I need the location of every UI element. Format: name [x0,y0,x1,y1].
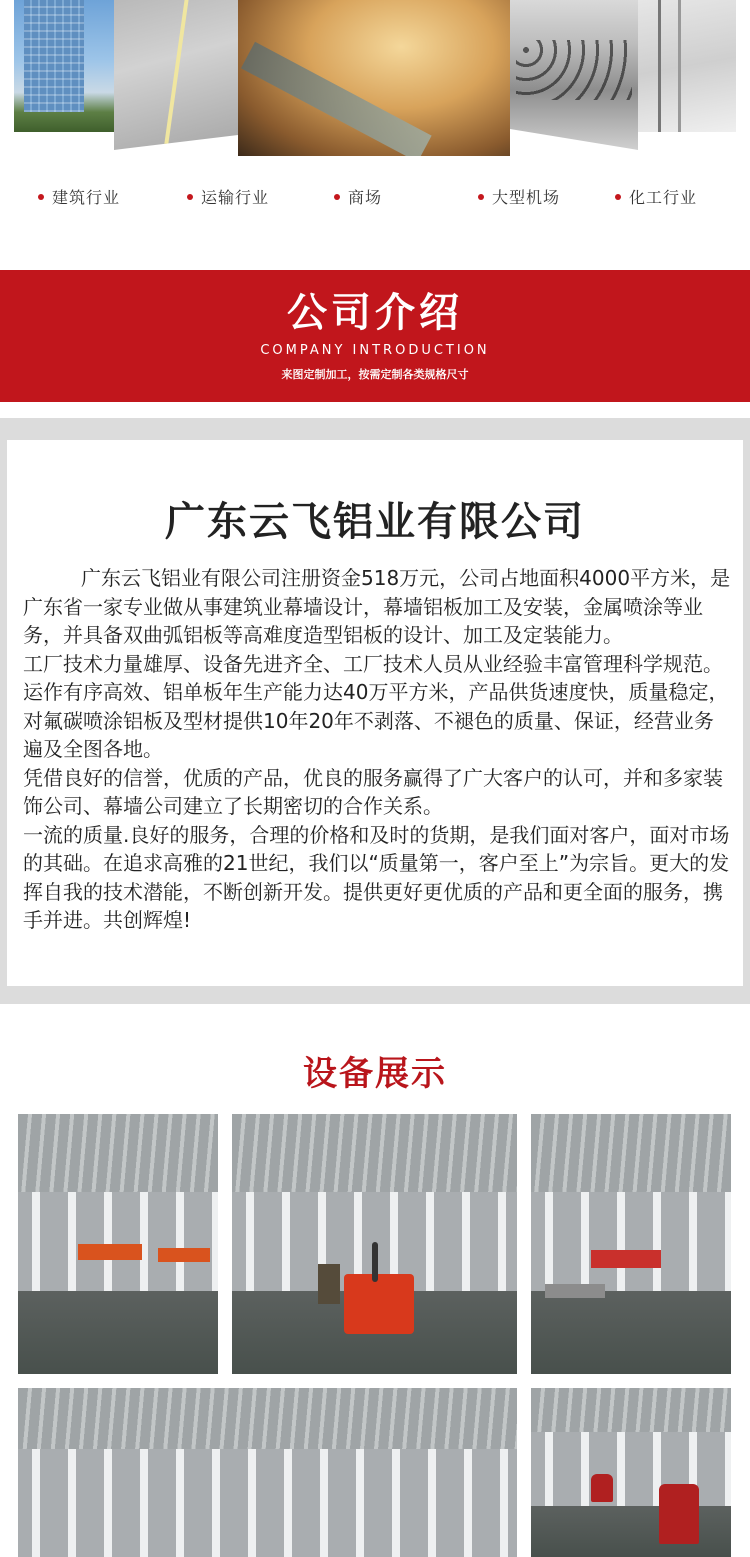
bullet-dot-icon [478,194,484,200]
industry-label: 运输行业 [187,186,269,210]
industry-label: 建筑行业 [38,186,120,210]
equipment-title: 设备展示 [303,1054,447,1094]
factory-interior-photo [18,1114,218,1374]
banner-subtitle: COMPANY INTRODUCTION [260,343,490,358]
banner-title: 公司介绍 [287,290,463,336]
industry-labels [0,186,750,210]
company-intro-banner [0,270,750,402]
company-paragraph: 工厂技术力量雄厚、设备先进齐全、工厂技术人员从业经验丰富管理科学规范。运作有序高效、铝单板年生产能力达40万平方米，产品供货速度快，质量稳定，对氟碳喷涂铝板及型材提供10年20年不剥落、不褪色的质量、保证，经营业务遍及全图各地。 [23,651,729,761]
bullet-dot-icon [615,194,621,200]
worker-photo [531,1388,731,1557]
airport-hall-photo [510,0,638,150]
bullet-dot-icon [187,194,193,200]
factory-workshop-photo [531,1114,731,1374]
factory-hall-photo [18,1388,517,1557]
shopping-mall-photo [238,0,510,156]
industry-label: 大型机场 [478,186,560,210]
industry-strip [0,0,750,240]
company-paragraph: 广东云飞铝业有限公司注册资金518万元，公司占地面积4000平方米，是广东省一家专业做从事建筑业幕墙设计，幕墙铝板加工及安装，金属喷涂等业务，并具备双曲弧铝板等高难度造型铝板的设计、加工及定装能力。 [23,566,731,647]
industrial-corridor-photo [638,0,736,132]
company-paragraph: 凭借良好的信誉，优质的产品，优良的服务赢得了广大客户的认可，并和多家装饰公司、幕墙公司建立了长期密切的合作关系。 [23,765,723,818]
company-description [23,564,731,935]
bullet-dot-icon [38,194,44,200]
company-name: 广东云飞铝业有限公司 [165,499,585,545]
company-card [7,440,743,986]
industry-label: 化工行业 [615,186,697,210]
forklift-factory-photo [232,1114,517,1374]
road-photo [114,0,238,150]
company-paragraph: 一流的质量.良好的服务，合理的价格和及时的货期，是我们面对客户，面对市场的其础。在追求高雅的21世纪，我们以“质量第一，客户至上”为宗旨。更大的发挥自我的技术潜能，不断创新开发。提供更好更优质的产品和更全面的服务，携手并进。共创辉煌! [23,822,730,932]
banner-note: 来图定制加工，按需定制各类规格尺寸 [281,368,469,381]
industry-label: 商场 [334,186,382,210]
office-building-photo [14,0,114,132]
company-section [0,418,750,1004]
bullet-dot-icon [334,194,340,200]
